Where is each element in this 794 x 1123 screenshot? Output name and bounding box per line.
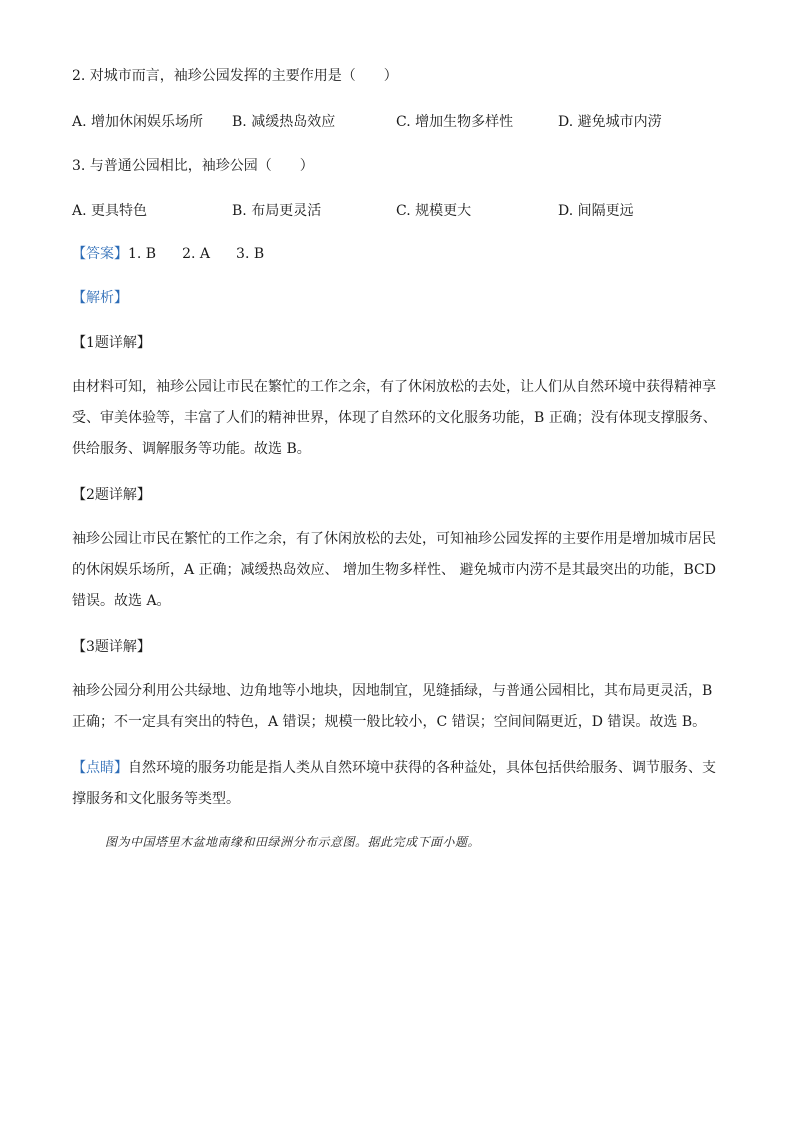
q3-option-c: C. 规模更大	[396, 203, 472, 219]
question-2-stem: 2. 对城市而言，袖珍公园发挥的主要作用是（ ）	[72, 68, 398, 84]
answer-item-1: 1. B	[128, 246, 157, 262]
tip-paragraph	[72, 753, 724, 815]
q3-option-b: B. 布局更灵活	[232, 203, 322, 219]
detail-1-text: 由材料可知，袖珍公园让市民在繁忙的工作之余，有了休闲放松的去处，让人们从自然环境中获得精神享受、审美体验等，丰富了人们的精神世界，体现了自然环的文化服务功能，B 正确；没有体现支撑服务、供给服务、调解服务等功能。故选 B。	[72, 379, 717, 457]
answer-line	[72, 244, 264, 264]
question-3-stem: 3. 与普通公园相比，袖珍公园（ ）	[72, 158, 314, 174]
q2-option-d: D. 避免城市内涝	[558, 114, 662, 130]
detail-3-text: 袖珍公园分利用公共绿地、边角地等小地块，因地制宜，见缝插绿，与普通公园相比，其布局更灵活，B 正确；不一定具有突出的特色，A 错误；规模一般比较小，C 错误；空间间隔更近，D 错误。故选 B。	[72, 683, 713, 730]
analysis-tag: 【解析】	[72, 290, 128, 306]
q2-option-c: C. 增加生物多样性	[396, 114, 514, 130]
q2-option-b: B. 减缓热岛效应	[232, 114, 336, 130]
answer-tag: 【答案】	[72, 246, 128, 262]
tip-text: 自然环境的服务功能是指人类从自然环境中获得的各种益处，具体包括供给服务、调节服务、支撑服务和文化服务等类型。	[72, 760, 716, 807]
answer-item-3: 3. B	[236, 246, 265, 262]
figure-caption: 图为中国塔里木盆地南缘和田绿洲分布示意图。据此完成下面小题。	[105, 835, 481, 849]
tip-tag: 【点睛】	[72, 760, 128, 776]
q3-option-a: A. 更具特色	[72, 203, 148, 219]
detail-2-heading: 【2题详解】	[72, 487, 151, 503]
detail-2-text: 袖珍公园让市民在繁忙的工作之余，有了休闲放松的去处，可知袖珍公园发挥的主要作用是增加城市居民的休闲娱乐场所，A 正确；减缓热岛效应、 增加生物多样性、 避免城市内涝不是其最突出的功能，BCD 错误。故选 A。	[72, 531, 716, 609]
detail-3-heading: 【3题详解】	[72, 639, 151, 655]
detail-1-heading: 【1题详解】	[72, 335, 151, 351]
q2-option-a: A. 增加休闲娱乐场所	[72, 114, 204, 130]
q3-option-d: D. 间隔更远	[558, 203, 634, 219]
answer-item-2: 2. A	[182, 246, 211, 262]
